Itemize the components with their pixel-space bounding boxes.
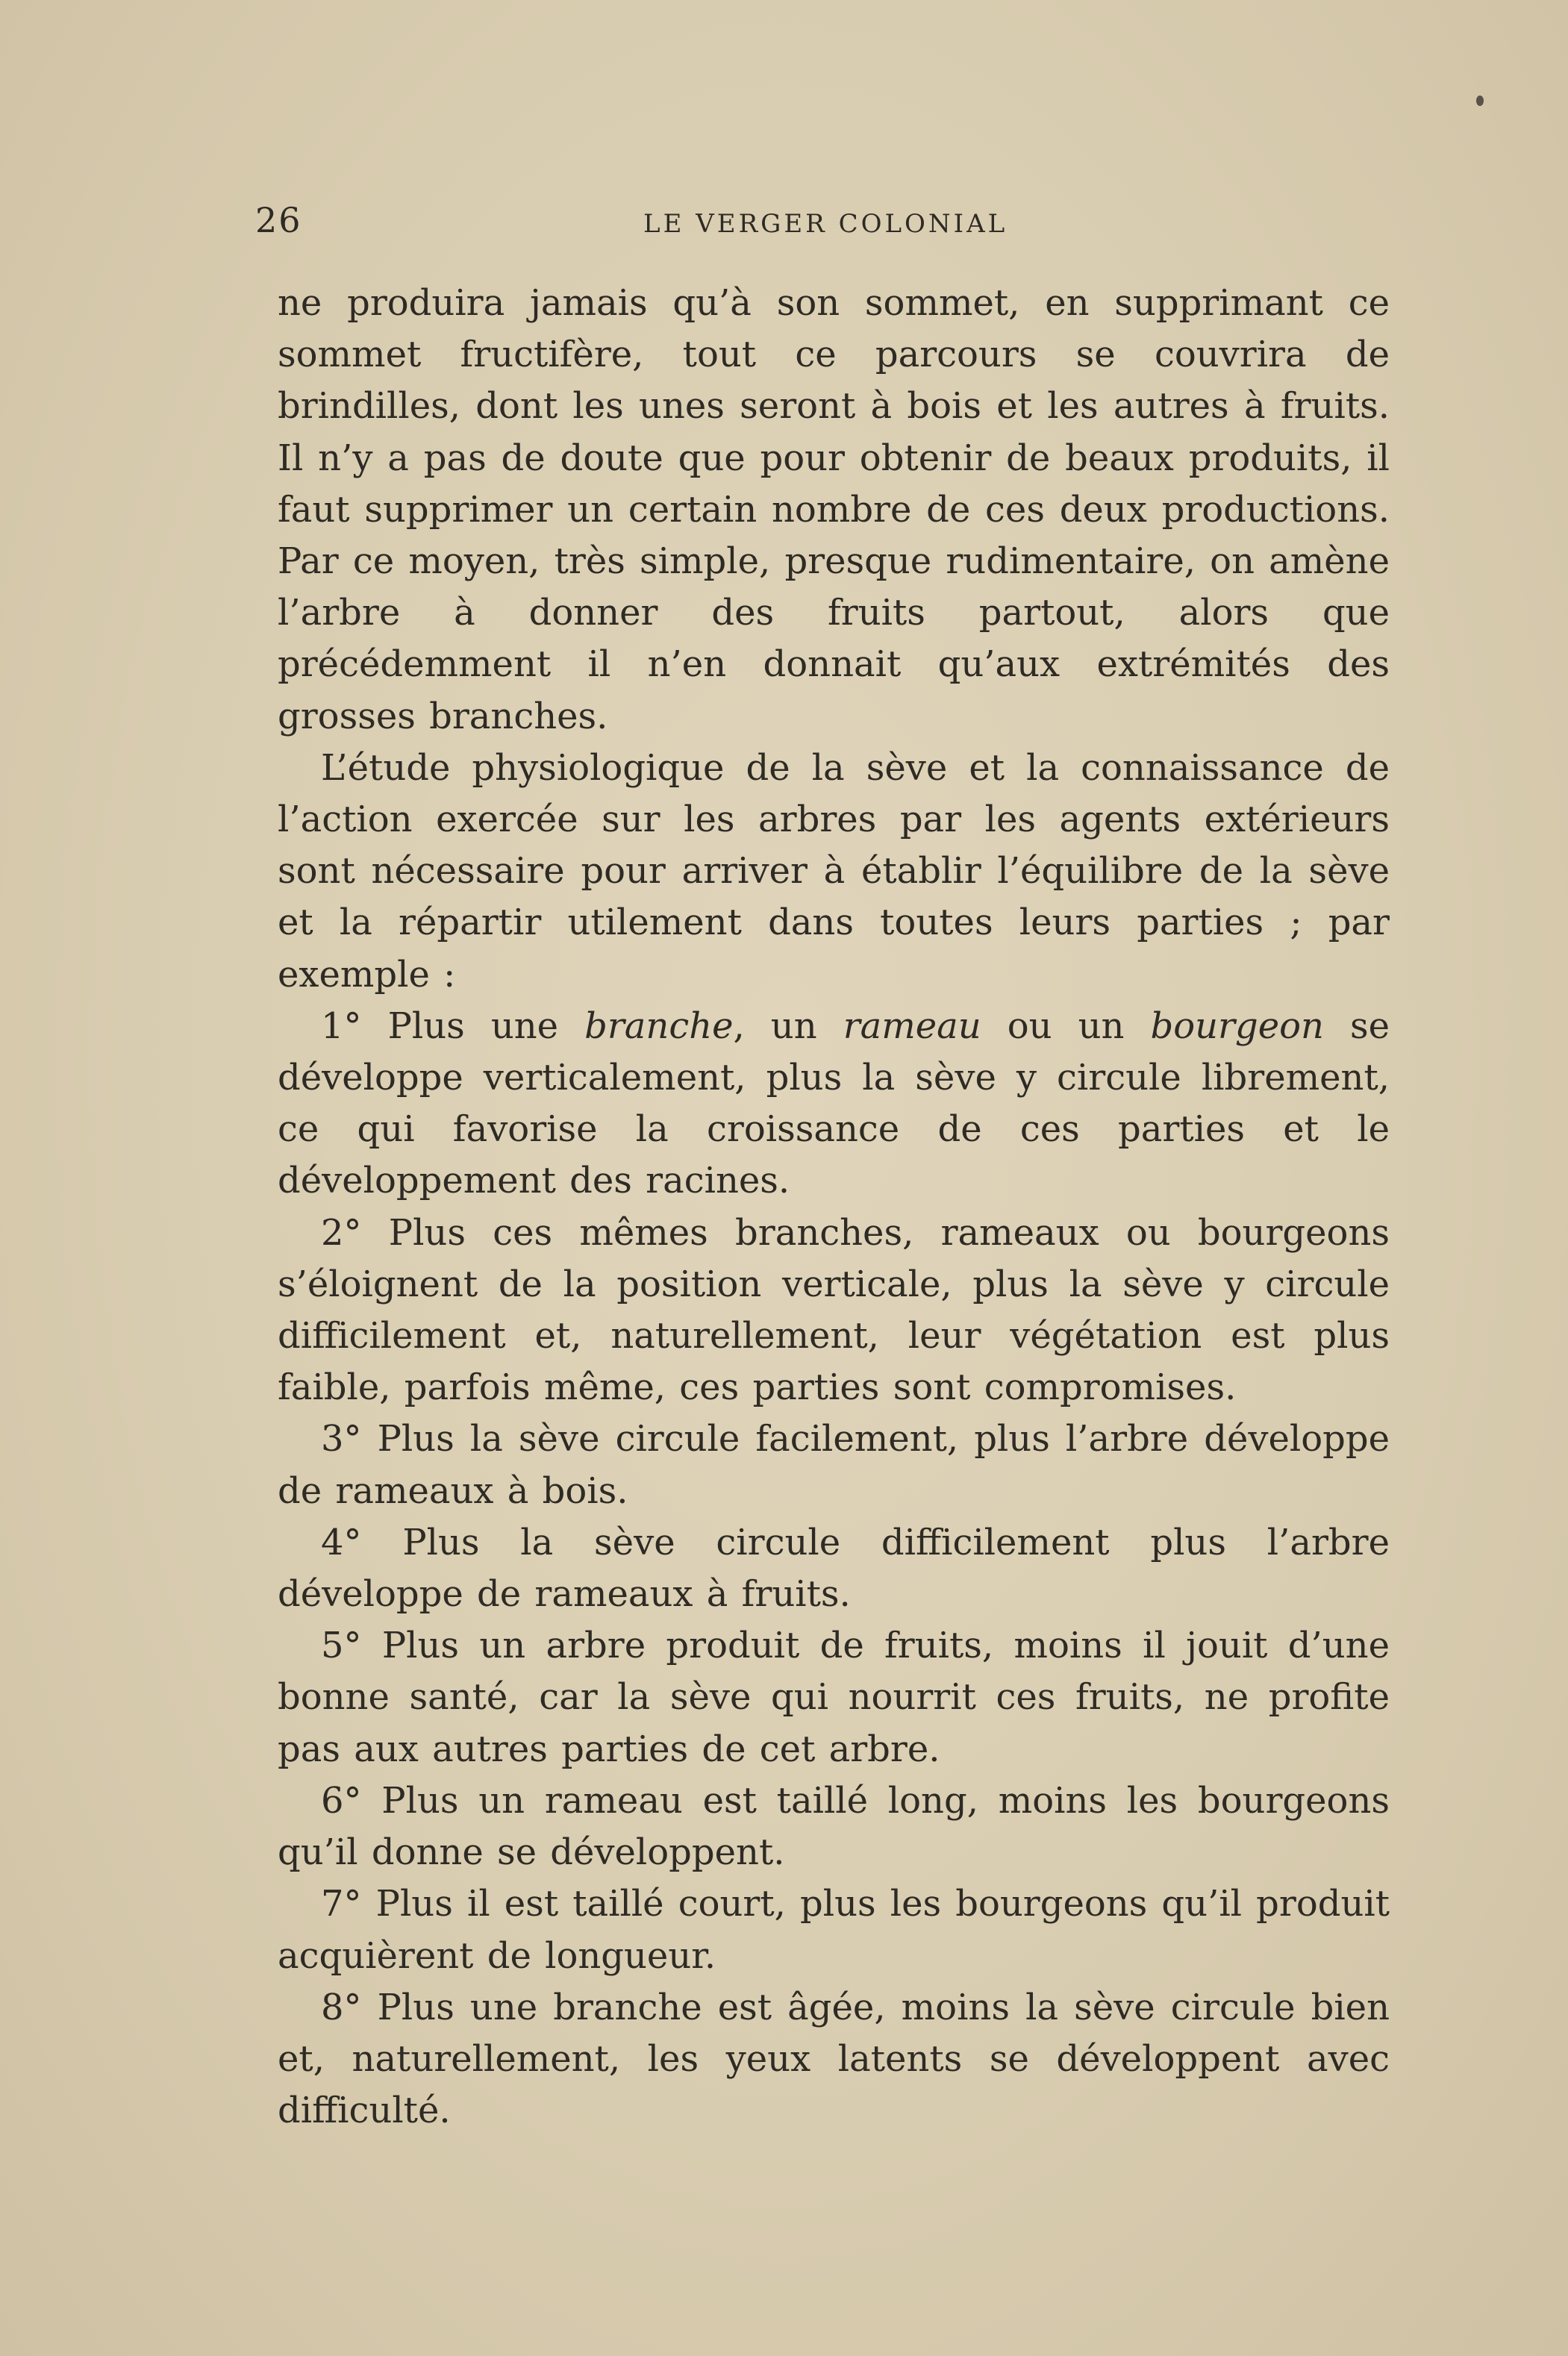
running-head [255,200,1390,252]
item-text: , un [733,1004,817,1047]
paragraph-4: 2° Plus ces mêmes branches, rameaux ou bourgeons s’éloignent de la position verticale, plus la sève y circule difficilement et, naturellement, leur végétation est plus faible, parfois même, ces parties sont compromises. [278,1211,1390,1409]
item-text: Plus une [387,1004,559,1047]
paragraph-8: 6° Plus un rameau est taillé long, moins les bourgeons qu’il donne se développent. [278,1779,1390,1874]
paragraph-3 [278,1001,1390,1207]
item-text: se développe verticalement, plus la sève y circule librement, ce qui favorise la croissance de ces parties et le développement des racines. [278,1004,1390,1202]
term-bourgeon: bourgeon [1150,1004,1324,1047]
body-text [278,278,1390,2137]
running-title: LE VERGER COLONIAL [643,209,1008,239]
paragraph-1: ne produira jamais qu’à son sommet, en supprimant ce sommet fructifère, tout ce parcours se couvrira de brindilles, dont les unes seront à bois et les autres à fruits. Il n’y a pas de doute que pour obtenir de beaux produits, il faut supprimer un certain nombre de ces deux productions. Par ce moyen, très simple, presque rudimentaire, on amène l’arbre à donner des fruits partout, alors que précédemment il n’en donnait qu’aux extrémités des grosses branches. [278,282,1390,737]
item-number: 1° [321,1004,362,1047]
paragraph-9: 7° Plus il est taillé court, plus les bourgeons qu’il produit acquièrent de longueur. [278,1883,1390,1977]
item-text: ou un [1007,1004,1125,1047]
paragraph-5: 3° Plus la sève circule facilement, plus l’arbre développe de rameaux à bois. [278,1418,1390,1512]
paragraph-6: 4° Plus la sève circule difficilement plus l’arbre développe de rameaux à fruits. [278,1521,1390,1616]
paragraph-7: 5° Plus un arbre produit de fruits, moins il jouit d’une bonne santé, car la sève qui nourrit ces fruits, ne profite pas aux autres parties de cet arbre. [278,1625,1390,1770]
paragraph-10: 8° Plus une branche est âgée, moins la sève circule bien et, naturellement, les yeux latents se développent avec difficulté. [278,1986,1390,2132]
term-rameau: rameau [843,1004,981,1047]
term-branche: branche [584,1004,734,1047]
ink-speck [1476,96,1484,106]
paragraph-2: L’étude physiologique de la sève et la connaissance de l’action exercée sur les arbres par les agents extérieurs sont nécessaire pour arriver à établir l’équilibre de la sève et la répartir utilement dans toutes leurs parties ; par exemple : [278,746,1390,996]
page-number: 26 [255,200,302,240]
